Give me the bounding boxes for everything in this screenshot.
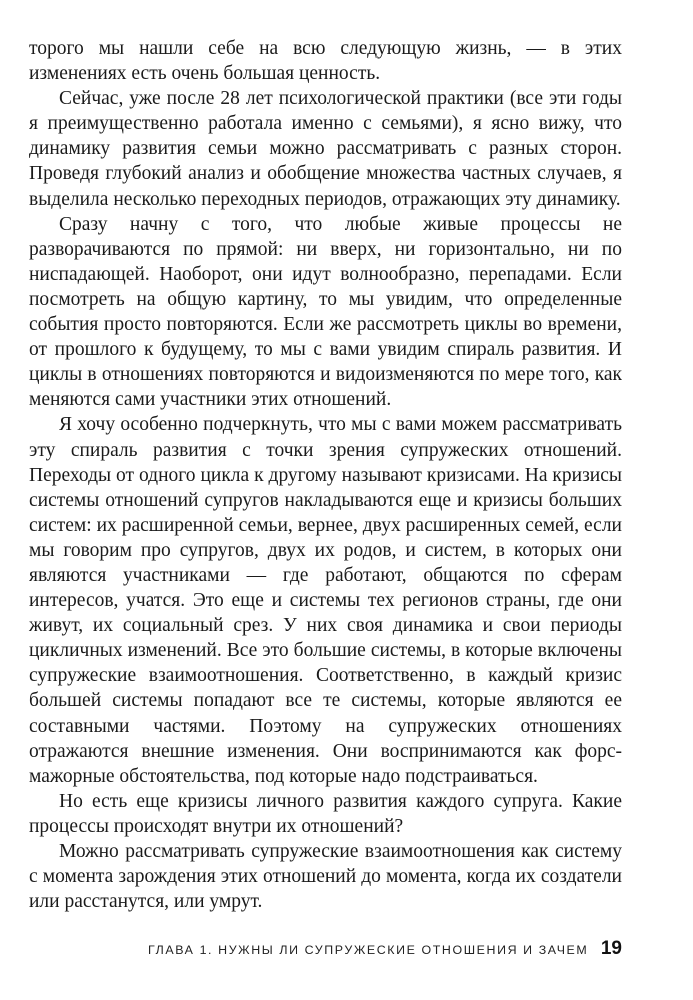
paragraph-4: Я хочу особенно подчеркнуть, что мы с вами можем рассматривать эту спираль развития с точки зрения супружеских отношений. Переходы от одного цикла к другому называют кризисами. На кризисы системы отношений супругов накладываются еще и кризисы больших систем: их расширенной семьи, вернее, двух расширенных семей, если мы говорим про супругов, двух их родов, и систем, в которых они являются участниками — где работают, общаются по сферам интересов, учатся. Это еще и системы тех регионов страны, где они живут, их социальный срез. У них своя динамика и свои периоды цикличных изменений. Все это большие системы, в которые включены супружеские взаимоотношения. Соответственно, в каждый кризис большей системы попадают все те системы, которые являются ее составными частями. Поэтому на супружеских отношениях отражаются внешние изменения. Они воспринимаются как форс-мажорные обстоятельства, под которые надо подстраиваться. (29, 414, 622, 787)
paragraph-6: Можно рассматривать супружеские взаимоотношения как систему с момента зарождения этих отношений до момента, когда их создатели или расстанутся, или умрут. (29, 841, 622, 913)
running-head: ГЛАВА 1. НУЖНЫ ЛИ СУПРУЖЕСКИЕ ОТНОШЕНИЯ И ЗАЧЕМ (148, 943, 589, 957)
paragraph-2: Сейчас, уже после 28 лет психологической практики (все эти годы я преимущественно работала именно с семьями), я ясно вижу, что динамику развития семьи можно рассматривать с разных сторон. Проведя глубокий анализ и обобщение множества частных случаев, я выделила несколько переходных периодов, отражающих эту динамику. (29, 88, 622, 210)
body-text (29, 36, 622, 914)
paragraph-1: торого мы нашли себе на всю следующую жизнь, — в этих изменениях есть очень большая ценность. (29, 38, 622, 85)
paragraph-5: Но есть еще кризисы личного развития каждого супруга. Какие процессы происходят внутри их отношений? (29, 790, 622, 837)
paragraph-3: Сразу начну с того, что любые живые процессы не разворачиваются по прямой: ни вверх, ни горизонтально, ни по ниспадающей. Наоборот, они идут волнообразно, перепадами. Если посмотреть на общую картину, то мы увидим, что определенные события просто повторяются. Если же рассмотреть циклы во времени, от прошлого к будущему, то мы с вами увидим спираль развития. И циклы в отношениях повторяются и видоизменяются по мере того, как меняются сами участники этих отношений. (29, 213, 622, 411)
page-footer (148, 938, 622, 964)
page-number: 19 (600, 938, 622, 959)
